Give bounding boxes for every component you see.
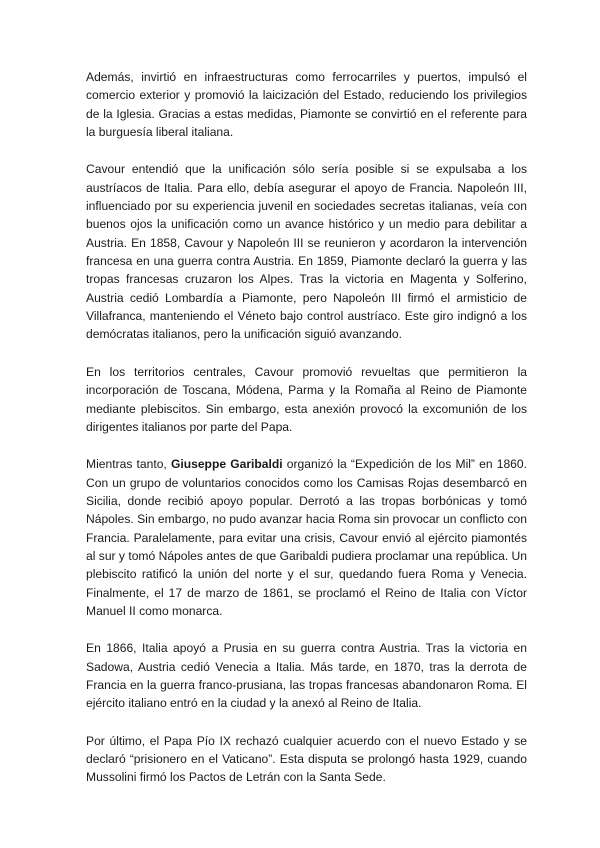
paragraph-garibaldi — [86, 455, 527, 620]
garibaldi-body-text: organizó la “Expedición de los Mil” en 1860. Con un grupo de voluntarios conocidos como los Camisas Rojas desembarcó en Sicilia, donde recibió apoyo popular. Derrotó a las tropas borbónicas y tomó Nápoles. Sin embargo, no pudo avanzar hacia Roma sin provocar un conflicto con Francia. Paralelamente, para evitar una crisis, Cavour envió al ejército piamontés al sur y tomó Nápoles antes de que Garibaldi pudiera proclamar una república. Un plebiscito ratificó la unión del norte y el sur, quedando fuera Roma y Venecia. Finalmente, el 17 de marzo de 1861, se proclamó el Reino de Italia con Víctor Manuel II como monarca. — [86, 457, 528, 618]
paragraph-1866-prusia: En 1866, Italia apoyó a Prusia en su guerra contra Austria. Tras la victoria en Sadowa, Austria cedió Venecia a Italia. Más tarde, en 1870, tras la derrota de Francia en la guerra franco-prusiana, las tropas francesas abandonaron Roma. El ejército italiano entró en la ciudad y la anexó al Reino de Italia. — [86, 641, 527, 711]
paragraph-territorios-centrales: En los territorios centrales, Cavour promovió revueltas que permitieron la incorporación de Toscana, Módena, Parma y la Romaña al Reino de Piamonte mediante plebiscitos. Sin embargo, esta anexión provocó la excomunión de los dirigentes italianos por parte del Papa. — [86, 364, 527, 434]
paragraph-cavour-francia: Cavour entendió que la unificación sólo sería posible si se expulsaba a los austríacos de Italia. Para ello, debía asegurar el apoyo de Francia. Napoleón III, influenciado por su experiencia juvenil en sociedades secretas italianas, veía con buenos ojos la unificación como un avance histórico y un medio para debilitar a Austria. En 1858, Cavour y Napoleón III se reunieron y acordaron la intervención francesa en una guerra contra Austria. En 1859, Piamonte declaró la guerra y las tropas francesas cruzaron los Alpes. Tras la victoria en Magenta y Solferino, Austria cedió Lombardía a Piamonte, pero Napoleón III firmó el armisticio de Villafranca, manteniendo el Véneto bajo control austríaco. Este giro indignó a los demócratas italianos, pero la unificación siguió avanzando. — [86, 162, 527, 342]
document-page — [86, 68, 527, 806]
paragraph-papa-pio-ix: Por último, el Papa Pío IX rechazó cualquier acuerdo con el nuevo Estado y se declaró “prisionero en el Vaticano”. Esta disputa se prolongó hasta 1929, cuando Mussolini firmó los Pactos de Letrán con la Santa Sede. — [86, 733, 527, 785]
garibaldi-intro-text: Mientras tanto, — [86, 457, 171, 472]
paragraph-infraestructuras: Además, invirtió en infraestructuras como ferrocarriles y puertos, impulsó el comercio exterior y promovió la laicización del Estado, reduciendo los privilegios de la Iglesia. Gracias a estas medidas, Piamonte se convirtió en el referente para la burguesía liberal italiana. — [86, 70, 527, 140]
garibaldi-name: Giuseppe Garibaldi — [170, 457, 283, 472]
